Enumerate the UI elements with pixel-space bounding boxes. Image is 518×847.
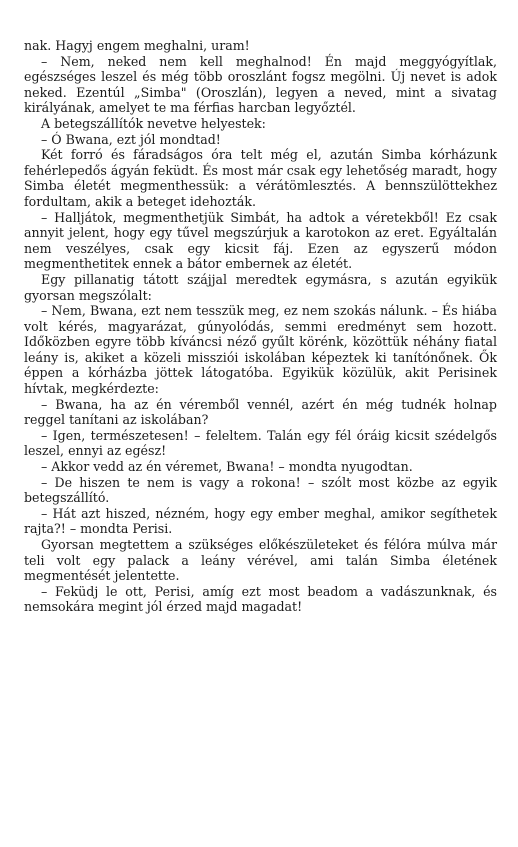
paragraph: – Hát azt hiszed, nézném, hogy egy ember meghal, amikor segíthetek rajta?! – mondta Perisi. — [24, 505, 497, 537]
paragraph: – Igen, természetesen! – feleltem. Talán egy fél óráig kicsit szédelgős leszel, ennyi az egész! — [24, 427, 497, 459]
paragraph: – Halljátok, megmenthetjük Simbát, ha adtok a véretekből! Ez csak annyit jelent, hogy egy tűvel megszúrjuk a karotokon az eret. Egyáltalán nem veszélyes, csak egy kicsit fáj. Ezen az egyszerű módon megmenthetitek ennek a bátor embernek az életét. — [24, 209, 497, 272]
paragraph: Két forró és fáradságos óra telt még el, azután Simba kórházunk fehérlepedős ágyán feküdt. És most már csak egy lehetőség maradt, hogy Simba életét megmenthessük: a vérátömlesztés. A bennszülöttekhez fordultam, akik a beteget idehozták. — [24, 147, 497, 209]
paragraph: – Akkor vedd az én véremet, Bwana! – mondta nyugodtan. — [41, 459, 413, 475]
paragraph: – Nem, neked nem kell meghalnod! Én majd meggyógyítlak, egészséges leszel és még több oroszlánt fogsz megölni. Új nevet is adok neked. Ezentúl „Simba" (Oroszlán), legyen a neved, mint a sivatag királyának, amelyet te ma férfias harcban legyőztél. — [24, 53, 497, 116]
paragraph: Gyorsan megtettem a szükséges előkészületeket és félóra múlva már teli volt egy palack a leány vérével, ami talán Simba életének megmentését jelentette. — [24, 537, 497, 584]
paragraph: – Feküdj le ott, Perisi, amíg ezt most beadom a vadászunknak, és nemsokára megint jól érzed majd magadat! — [24, 583, 497, 615]
paragraph: – Ó Bwana, ezt jól mondtad! — [41, 131, 221, 147]
paragraph: Egy pillanatig tátott szájjal meredtek egymásra, s azután egyikük gyorsan megszólalt: — [24, 271, 497, 303]
paragraph: – Bwana, ha az én véremből vennél, azért én még tudnék holnap reggel tanítani az iskolában? — [24, 396, 497, 428]
book-page-text — [24, 38, 497, 615]
paragraph: – Nem, Bwana, ezt nem tesszük meg, ez nem szokás nálunk. – És hiába volt kérés, magyarázat, gúnyolódás, semmi eredményt sem hozott. Időközben egyre több kíváncsi néző gyűlt körénk, közöttük néhány fiatal leány is, akiket a közeli missziói iskolában képeztek ki tanítónőnek. Ők éppen a kórházba jöttek látogatóba. Egyikük közülük, akit Perisinek hívtak, megkérdezte: — [24, 303, 497, 397]
paragraph: – De hiszen te nem is vagy a rokona! – szólt most közbe az egyik betegszállító. — [24, 474, 497, 506]
paragraph: nak. Hagyj engem meghalni, uram! — [24, 38, 250, 53]
paragraph: A betegszállítók nevetve helyestek: — [41, 115, 266, 131]
